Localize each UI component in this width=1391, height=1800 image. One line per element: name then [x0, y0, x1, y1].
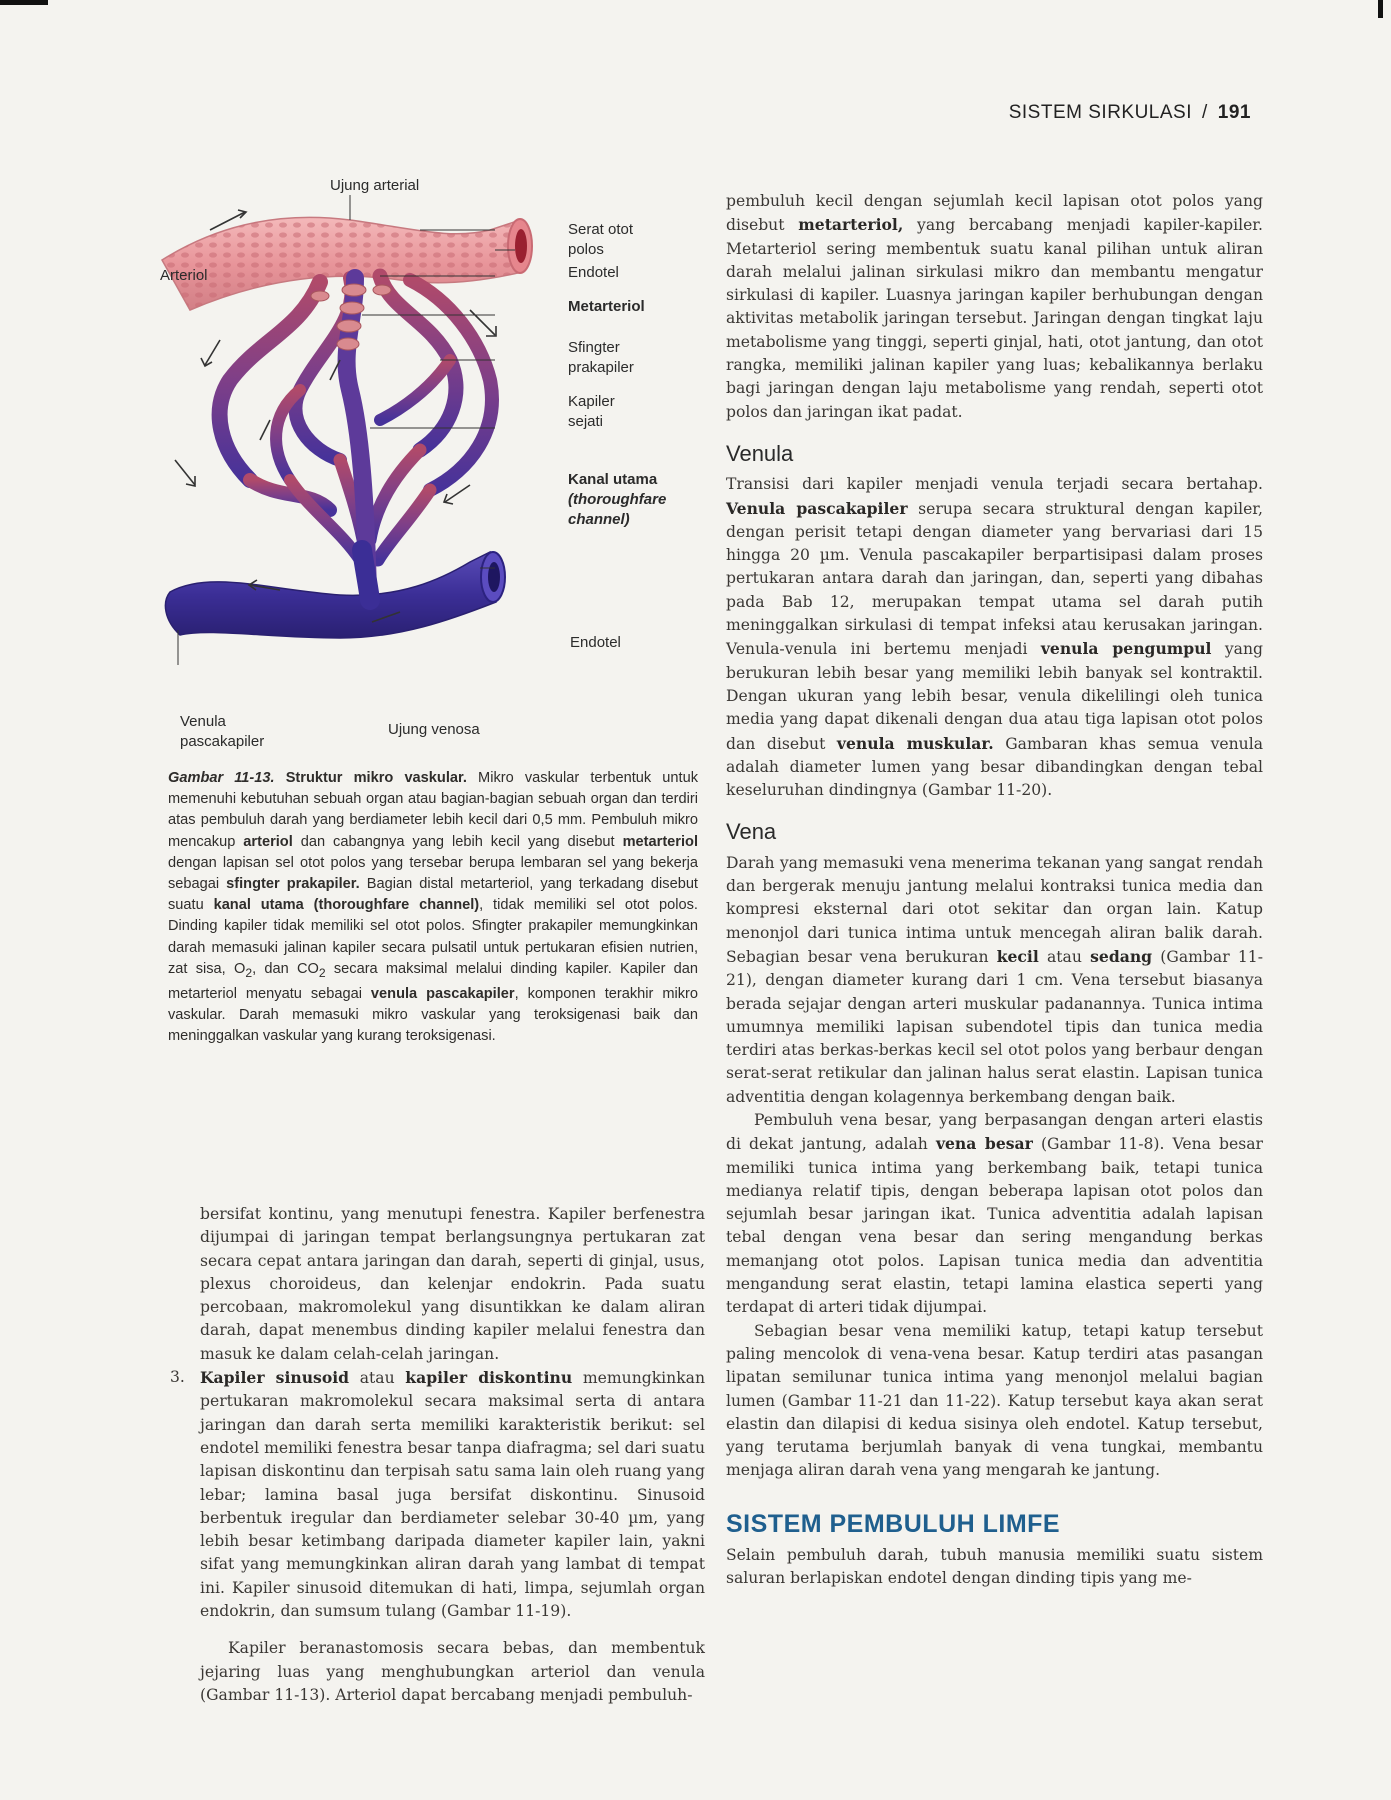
text: (Gambar 11-8). Vena besar memiliki tunica intima yang berkembang baik, tetapi tunica medianya relatif tipis, dengan beberapa lapisan otot polos dan sejumlah besar jaringan ikat. Tunica adventitia adalah lapisan tebal dengan vena besar dan sering mengandung berkas memanjang otot polos. Lapisan tunica media dan adventitia mengandung serat elastin, tetapi lamina elastica seperti yang terdapat di arteri tidak dijumpai. — [726, 1135, 1264, 1317]
caption-term: metarteriol — [622, 833, 699, 850]
item-number: 3. — [170, 1368, 185, 1387]
caption-term: arteriol — [243, 833, 293, 850]
caption-text: dengan lapisan sel otot polos yang tersebar berupa lembaran sel yang bekerja sebagai — [168, 854, 698, 893]
text: serupa secara struktural dengan kapiler, dengan perisit tetapi dengan diameter yang bervariasi dari 15 hingga 20 µm. Venula pascakapiler berpartisipasi dalam proses pertukaran antara darah dan jaringan, dan, seperti yang dibahas pada Bab 12, merupakan tempat utama sel darah putih meninggalkan sirkulasi di tempat infeksi atau kerusakan jaringan. Venula-venula ini bertemu menjadi — [726, 499, 1263, 659]
text: (Gambar 11-21), dengan diameter kurang dari 1 cm. Vena tersebut biasanya berada sejajar dengan arteri muskular padanannya. Tunica intima umumnya memiliki lapisan subendotel tipis dan tunica media terdiri atas berkas-berkas kecil sel otot polos yang berbaur dengan serat-serat retikular dan jalinan halus serat elastin. Lapisan tunica adventitia dengan kolagennya berkembang dengan baik. — [726, 947, 1263, 1106]
label-endotel-top: Endotel — [568, 264, 619, 281]
microvasculature-figure — [150, 177, 710, 760]
paragraph: bersifat kontinu, yang menutupi fenestra. Kapiler berfenestra dijumpai di jaringan tempat berlangsungnya pertukaran zat secara cepat antara jaringan dan darah, seperti di ginjal, usus, plexus choroideus, dan kelenjar endokrin. Pada suatu percobaan, makromolekul yang disuntikkan ke dalam aliran darah, dapat menembus dinding kapiler melalui fenestra dan masuk ke dalam celah-celah jaringan. — [200, 1205, 705, 1363]
text: Transisi dari kapiler menjadi venula terjadi secara bertahap. — [726, 475, 1263, 494]
page-number: 191 — [1217, 102, 1251, 123]
text: pembuluh kecil dengan sejumlah kecil lapisan otot polos yang disebut — [726, 192, 1263, 235]
text: Darah yang memasuki vena menerima tekanan yang sangat rendah dan bergerak menuju jantung melalui kontraksi tunica media dan kompresi eksternal dari otot sekitar dan organ lain. Katup menonjol dari tunica intima untuk mencegah aliran balik darah. Sebagian besar vena berukuran — [726, 853, 1263, 966]
label-venula-1: Venula — [180, 713, 226, 730]
numbered-item — [170, 1366, 705, 1623]
figure-caption — [168, 768, 698, 1048]
term: sedang — [1090, 946, 1153, 966]
label-arteriol: Arteriol — [160, 267, 208, 284]
scan-mark-top-right — [1378, 0, 1383, 18]
paragraph — [726, 852, 1263, 1109]
section-heading-limfe: SISTEM PEMBULUH LIMFE — [726, 1509, 1061, 1538]
term: kecil — [996, 946, 1039, 966]
caption-text: Mikro vaskular terbentuk untuk memenuhi kebutuhan sebuah organ atau bagian-bagian sebuah organ dan terdiri atas pembuluh darah yang berdiameter lebih kecil dari 0,5 mm. Pembuluh mikro mencakup — [168, 770, 698, 850]
header-section: SISTEM SIRKULASI — [1008, 102, 1193, 123]
scan-mark-top-left — [0, 0, 48, 5]
caption-subscript: 2 — [318, 965, 326, 980]
label-kanal-1: Kanal utama — [568, 471, 658, 488]
paragraph — [726, 1109, 1263, 1320]
label-ujung-arterial: Ujung arterial — [330, 177, 420, 194]
label-kapiler-2: sejati — [568, 413, 604, 430]
term: kapiler diskontinu — [405, 1368, 573, 1388]
paragraph — [726, 190, 1263, 424]
caption-heading: Struktur mikro vaskular. — [274, 770, 467, 786]
term: vena besar — [935, 1134, 1033, 1154]
running-header — [1009, 102, 1251, 124]
paragraph: Kapiler beranastomosis secara bebas, dan membentuk jejaring luas yang menghubungkan arteriol dan venula (Gambar 11-13). Arteriol dapat bercabang menjadi pembuluh- — [200, 1639, 705, 1704]
term: venula pengumpul — [1040, 639, 1212, 659]
venule-vessel — [165, 552, 496, 638]
caption-subscript: 2 — [245, 965, 253, 980]
caption-text: , tidak memiliki sel otot polos. Dinding kapiler tidak memiliki sel otot polos. Sfingter prakapiler memungkinkan darah memasuki jalinan kapiler secara pulsatil untuk pertukaran efisien nutrien, zat sisa, O — [168, 897, 698, 977]
text: atau — [1038, 947, 1091, 966]
caption-term: sfingter prakapiler. — [226, 876, 360, 893]
label-serat-otot-2: polos — [568, 241, 604, 258]
right-column — [726, 190, 1263, 1591]
term: venula muskular. — [836, 733, 994, 753]
term: metarteriol, — [798, 215, 904, 235]
header-separator: / — [1202, 102, 1208, 123]
text: yang berukuran lebih besar yang memiliki lebih banyak sel kontraktil. Dengan ukuran yang lebih besar, venula dikelilingi oleh tunica media yang dapat dikenali dengan dua atau tiga lapisan otot polos dan disebut — [726, 640, 1263, 753]
text: Pembuluh vena besar, yang berpasangan dengan arteri elastis di dekat jantung, adalah — [726, 1110, 1263, 1154]
label-kanal-3: channel) — [568, 511, 630, 528]
label-venula-2: pascakapiler — [180, 733, 265, 750]
text: yang bercabang menjadi kapiler-kapiler. Metarteriol sering membentuk suatu kanal pilihan untuk aliran darah melalui jalinan sirkulasi mikro dan membantu mengatur sirkulasi di kapiler. Luasnya jaringan kapiler berhubungan dengan aktivitas metabolik jaringan tersebut. Jaringan dengan tingkat laju metabolisme yang tinggi, seperti ginjal, hati, otot jantung, dan otot rangka, memiliki jalinan kapiler yang luas; kebalikannya berlaku bagi jaringan dengan laju metabolisme yang rendah, seperti otot polos dan jaringan ikat padat. — [726, 216, 1264, 421]
label-sfingter-1: Sfingter — [568, 339, 620, 356]
caption-text: , komponen terakhir mikro vaskular. Darah memasuki mikro vaskular yang teroksigenasi baik dan meninggalkan vaskular yang kurang teroksigenasi. — [168, 985, 698, 1045]
term: Kapiler sinusoid — [200, 1368, 350, 1388]
label-ujung-venosa: Ujung venosa — [388, 721, 480, 738]
label-metarteriol: Metarteriol — [568, 298, 645, 315]
text: atau — [349, 1369, 406, 1388]
label-kapiler-1: Kapiler — [568, 393, 615, 410]
paragraph: Selain pembuluh darah, tubuh manusia memiliki suatu sistem saluran berlapiskan endotel dengan dinding tipis yang me- — [726, 1546, 1263, 1588]
label-sfingter-2: prakapiler — [568, 359, 634, 376]
section-heading-venula: Venula — [726, 440, 794, 466]
paragraph: Sebagian besar vena memiliki katup, tetapi katup tersebut paling mencolok di vena-vena besar. Katup terdiri atas pasangan lipatan semilunar tunica intima yang menonjol melalui bagian lumen (Gambar 11-21 dan 11-22). Katup tersebut kaya akan serat elastin dan dilapisi di kedua sisinya oleh endotel. Katup tersebut, yang terutama berjumlah banyak di vena tungkai, membantu menjaga aliran darah vena yang mengarah ke jantung. — [726, 1321, 1263, 1480]
section-heading-vena: Vena — [726, 819, 777, 845]
text: memungkinkan pertukaran makromolekul secara maksimal serta di antara jaringan dan darah serta memiliki karakteristik berikut: sel endotel memiliki fenestra besar tanpa diafragma; sel dari suatu lapisan diskontinu dan terpisah satu sama lain oleh ruang yang lebar; lamina basal juga bersifat diskontinu. Sinusoid berbentuk iregular dan berdiameter selebar 30-40 µm, yang lebih besar ketimbang daripada diameter kapiler lain, yakni sifat yang memungkinkan aliran darah yang lambat di tempat ini. Kapiler sinusoid ditemukan di hati, limpa, sejumlah organ endokrin, dan sumsum tulang (Gambar 11-19). — [200, 1369, 705, 1621]
caption-text: secara maksimal melalui dinding kapiler. Kapiler dan metarteriol menyatu sebagai — [168, 960, 699, 1002]
caption-title: Gambar 11-13. — [168, 770, 275, 786]
left-column — [170, 1203, 705, 1707]
caption-text: Bagian distal metarteriol, yang terkadang disebut suatu — [168, 876, 698, 914]
text: Gambaran khas semua venula adalah diameter lumen yang besar dibandingkan dengan tebal keseluruhan dindingnya (Gambar 11-20). — [726, 734, 1264, 800]
caption-term: venula pascakapiler — [370, 985, 515, 1002]
label-kanal-2: (thoroughfare — [568, 491, 667, 508]
caption-term: kanal utama (thoroughfare channel) — [213, 897, 480, 914]
term: Venula pascakapiler — [726, 498, 908, 518]
caption-text: dan cabangnya yang lebih kecil yang disebut — [292, 833, 623, 850]
paragraph — [726, 473, 1263, 802]
label-serat-otot-1: Serat otot — [568, 221, 634, 238]
caption-text: , dan CO — [252, 960, 319, 977]
label-endotel-bottom: Endotel — [570, 634, 621, 651]
